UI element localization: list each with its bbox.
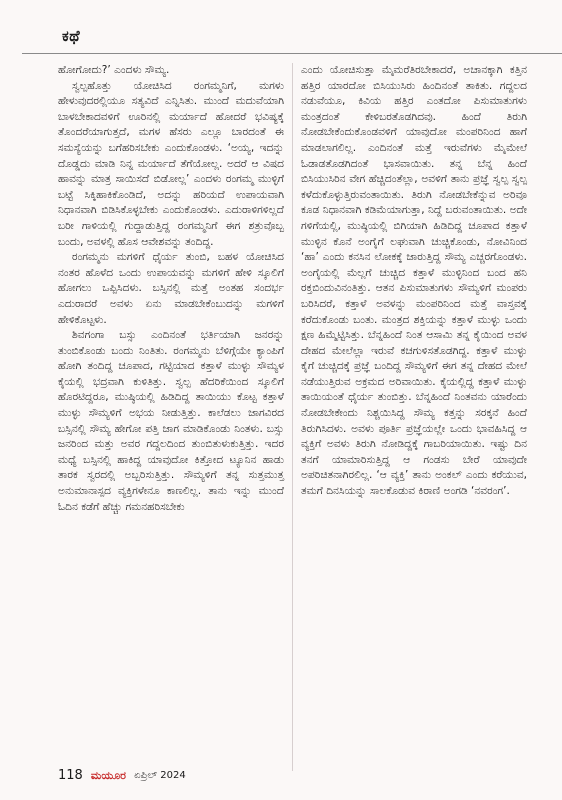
paragraph: ಶಿವಗಂಗಾ ಬಸ್ಸು ಎಂದಿನಂತೆ ಭರ್ತಿಯಾಗಿ ಜನರನ್ನು ತುಂಬಿಕೊಂಡು ಬಂದು ನಿಂತಿತು. ರಂಗಮ್ಮನು ಬೆಳಿಗ್ಗೆಯೇ ಕ್ಯಾಂಪಿಗೆ ಹೋಗಿ ತಂದಿದ್ದ ಚೂಪಾದ, ಗಟ್ಟಿಯಾದ ಕತ್ತಾಳೆ ಮುಳ್ಳು ಸೌಮ್ಯಳ ಕೈಯಲ್ಲಿ ಭದ್ರವಾಗಿ ಕುಳಿತಿತ್ತು. ಸ್ವಲ್ಪ ಹೆದರಿಕೆಯಿಂದ ಸ್ಕೂಲಿಗೆ ಹೊರಟಿದ್ದರೂ, ಮುಷ್ಠಿಯಲ್ಲಿ ಹಿಡಿದಿದ್ದ ತಾಯಿಯು ಕೊಟ್ಟ ಕತ್ತಾಳೆ ಮುಳ್ಳು ಸೌಮ್ಯಳಿಗೆ ಅಭಯ ನೀಡುತ್ತಿತ್ತು. ಕಾಲೆಡಲು ಜಾಗವಿರದ ಬಸ್ಸಿನಲ್ಲಿ ಸೌಮ್ಯ ಹೇಗೋ ಪತ್ತಿ ಜಾಗ ಮಾಡಿಕೊಂಡು ನಿಂತಳು. ಬಸ್ಸು ಜನರಿಂದ ಮತ್ತು ಅವರ ಗದ್ದಲದಿಂದ ತುಂಬಿತುಳುಕುತ್ತಿತ್ತು. ಇದರ ಮಧ್ಯೆ ಬಸ್ಸಿನಲ್ಲಿ ಹಾಕಿದ್ದ ಯಾವುದೋ ಕಿತ್ತೋದ ಟ್ಯೂನಿನ ಹಾಡು ತಾರಕ ಸ್ವರದಲ್ಲಿ ಅಬ್ಬರಿಸುತ್ತಿತ್ತು. ಸೌಮ್ಯಳಿಗೆ ತನ್ನ ಸುತ್ತಮುತ್ತ ಅನುಮಾನಾಸ್ಪದ ವ್ಯಕ್ತಿಗಳೇನೂ ಕಾಣಲಿಲ್ಲ. ತಾನು ಇನ್ನು ಮುಂದೆ ಓದಿನ ಕಡೆಗೆ ಹೆಚ್ಚು ಗಮನಹರಿಸಬೇಕು [58,329,284,513]
section-label: ಕಥೆ [62,27,81,45]
issue-date: ಏಪ್ರಿಲ್ 2024 [134,770,186,781]
paragraph: ಸ್ವಲ್ಪಹೊತ್ತು ಯೋಚಿಸಿದ ರಂಗಮ್ಮನಿಗೆ, ಮಗಳು ಹೇಳುವುದರಲ್ಲಿಯೂ ಸತ್ಯವಿದೆ ಎನ್ನಿಸಿತು. ಮುಂದೆ ಮದುವೆಯಾಗಿ ಬಾಳಬೇಕಾದವಳಿಗೆ ಊರಿನಲ್ಲಿ ಮರ್ಯಾದೆ ಹೋದರೆ ಭವಿಷ್ಯಕ್ಕೆ ತೊಂದರೆಯಾಗುತ್ತದೆ, ಮಗಳ ಹೆಸರು ಎಲ್ಲೂ ಬಾರದಂತೆ ಈ ಸಮಸ್ಯೆಯನ್ನು ಬಗೆಹರಿಸಬೇಕು ಎಂದುಕೊಂಡಳು. ‘ಅಯ್ಯ, ಇದನ್ನು ದೊಡ್ಡದು ಮಾಡಿ ನಿನ್ನ ಮರ್ಯಾದೆ ತೆಗೆಯೋಲ್ಲ. ಅದರೆ ಆ ವಿಷದ ಹಾವನ್ನು ಮಾತ್ರ ಸಾಯಿಸದೆ ಬಿಡೋಲ್ಲ’ ಎಂದಳು ರಂಗಮ್ಮ ಮುಳ್ಳಿಗೆ ಬಟ್ಟೆ ಸಿಕ್ಕಿಹಾಕಿಕೊಂಡಿದೆ, ಅದನ್ನು ಹರಿಯದೆ ಉಪಾಯವಾಗಿ ನಿಧಾನವಾಗಿ ಬಿಡಿಸಿಕೊಳ್ಳಬೇಕು ಎಂದುಕೊಂಡಳು. ಎದುರಾಳಿಗಳಿಲ್ಲದೆ ಬರೀ ಗಾಳಿಯಲ್ಲಿ ಗುದ್ದಾಡುತ್ತಿದ್ದ ರಂಗಮ್ಮನಿಗೆ ಈಗ ಶತ್ರುವೊಬ್ಬ ಬಂದು, ಅವಳಲ್ಲಿ ಹೊಸ ಆವೇಶವನ್ನು ತಂದಿದ್ದ. [58,79,284,248]
paragraph: ರಂಗಮ್ಮನು ಮಗಳಿಗೆ ಧೈರ್ಯ ತುಂಬಿ, ಬಹಳ ಯೋಚಿಸಿದ ನಂತರ ಹೊಳೆದ ಒಂದು ಉಪಾಯವನ್ನು ಮಗಳಿಗೆ ಹೇಳಿ ಸ್ಕೂಲಿಗೆ ಹೋಗಲು ಒಪ್ಪಿಸಿದಳು. ಬಸ್ಸಿನಲ್ಲಿ ಮತ್ತೆ ಅಂತಹ ಸಂದರ್ಭ ಎದುರಾದರೆ ಅವಳು ಏನು ಮಾಡಬೇಕೆಂಬುದನ್ನು ಮಗಳಿಗೆ ಹೇಳಿಕೊಟ್ಟಳು. [58,251,284,326]
page-number: 118 [58,768,83,783]
paragraph: ಹೋಗೋದು?’ ಎಂದಳು ಸೌಮ್ಯ. [58,64,170,76]
right-column [301,63,527,500]
column-divider [292,63,293,771]
page-footer [58,765,186,787]
header-rule [22,53,562,54]
page-header [22,22,540,52]
paragraph: ಎಂದು ಯೋಚಿಸುತ್ತಾ ಮೈಮರೆತಿರಬೇಕಾದರೆ, ಅಚಾನಕ್ಕಾಗಿ ಕತ್ತಿನ ಹತ್ತಿರ ಯಾರದೋ ಬಿಸಿಯುಸಿರು ಹಿಂದಿನಂತೆ ತಾಕಿತು. ಗದ್ದಲದ ನಡುವೆಯೂ, ಕಿವಿಯ ಹತ್ತಿರ ಎಂತದೋ ಪಿಸುಮಾತುಗಳು ಮಂತ್ರದಂತೆ ಕೇಳಿಬರತೊಡಗಿದವು. ಹಿಂದೆ ತಿರುಗಿ ನೋಡಬೇಕೆಂದುಕೊಂಡವಳಿಗೆ ಯಾವುದೋ ಮಂಪರಿನಿಂದ ಹಾಗೆ ಮಾಡಲಾಗಲಿಲ್ಲ. ಎಂದಿನಂತೆ ಮತ್ತೆ ಇರುವೆಗಳು ಮೈಮೇಲೆ ಓಡಾಡತೊಡಗಿದಂತೆ ಭಾಸವಾಯಿತು. ತನ್ನ ಬೆನ್ನ ಹಿಂದೆ ಬಿಸಿಯುಸಿರಿನ ವೇಗ ಹೆಚ್ಚಿದಂತೆಲ್ಲಾ, ಅವಳಿಗೆ ತಾನು ಪ್ರಜ್ಞೆ ಸ್ವಲ್ಪ ಸ್ವಲ್ಪ ಕಳೆದುಕೊಳ್ಳುತ್ತಿರುವಂತಾಯಿತು. ತಿರುಗಿ ನೋಡಬೇಕೆನ್ನುವ ಅರಿವೂ ಕೂಡ ನಿಧಾನವಾಗಿ ಕಡಿಮೆಯಾಗುತ್ತಾ, ನಿದ್ದೆ ಬರುವಂತಾಯಿತು. ಅದೇ ಗಳಿಗೆಯಲ್ಲಿ, ಮುಷ್ಠಿಯಲ್ಲಿ ಬಿಗಿಯಾಗಿ ಹಿಡಿದಿದ್ದ ಚೂಪಾದ ಕತ್ತಾಳೆ ಮುಳ್ಳಿನ ಕೊನೆ ಅಂಗೈಗೆ ಲಘುವಾಗಿ ಚುಚ್ಚಿಕೊಂಡು, ನೋವಿನಿಂದ ‘ಹಾ’ ಎಂದು ಕನಸಿನ ಲೋಕಕ್ಕೆ ಜಾರುತ್ತಿದ್ದ ಸೌಮ್ಯ ಎಚ್ಚರಗೊಂಡಳು. ಅಂಗೈಯಲ್ಲಿ ಮೆಲ್ಲಗೆ ಚುಚ್ಚಿದ ಕತ್ತಾಳೆ ಮುಳ್ಳಿನಿಂದ ಬಂದ ಹನಿ ರಕ್ತಬಿಂದುವಿನಂತಿತ್ತು. ಆತನ ಪಿಸುಮಾತುಗಳು ಸೌಮ್ಯಳಿಗೆ ಮಂಪರು ಬರಿಸಿದರೆ, ಕತ್ತಾಳೆ ಅವಳನ್ನು ಮಂಪರಿನಿಂದ ಮತ್ತೆ ವಾಸ್ತವಕ್ಕೆ ಕರೆದುಕೊಂಡು ಬಂತು. ಮಂತ್ರದ ಶಕ್ತಿಯನ್ನು ಕತ್ತಾಳೆ ಮುಳ್ಳು ಒಂದು ಕ್ಷಣ ಹಿಮ್ಮೆಟ್ಟಿಸಿತ್ತು. ಬೆನ್ನಹಿಂದೆ ನಿಂತ ಆಸಾಮಿ ತನ್ನ ಕೈಯಿಂದ ಅವಳ ದೇಹದ ಮೇಲೆಲ್ಲಾ ಇರುವೆ ಕಚಗುಳಿಸತೊಡಗಿದ್ದ. ಕತ್ತಾಳೆ ಮುಳ್ಳು ಕೈಗೆ ಚುಚ್ಚಿದಕ್ಕೆ ಪ್ರಜ್ಞೆ ಬಂದಿದ್ದ ಸೌಮ್ಯಳಿಗೆ ಈಗ ತನ್ನ ದೇಹದ ಮೇಲೆ ನಡೆಯುತ್ತಿರುವ ಅಕ್ರಮದ ಅರಿವಾಯಿತು. ಕೈಯಲ್ಲಿದ್ದ ಕತ್ತಾಳೆ ಮುಳ್ಳು ತಾಯಿಯಂತೆ ಧೈರ್ಯ ತುಂಬಿತ್ತು. ಬೆನ್ನಹಿಂದೆ ನಿಂತವನು ಯಾರೆಂದು ನೋಡಬೇಕೇಂದು ನಿಶ್ಚಯಿಸಿದ್ದ ಸೌಮ್ಯ ಕತ್ತನ್ನು ಸರಕ್ಕನೆ ಹಿಂದೆ ತಿರುಗಿಸಿದಳು. ಅವಳು ಪೂರ್ತಿ ಪ್ರಜ್ಞೆಯಲ್ಲೇ ಒಂದು ಭಾವಹಿಸಿದ್ದ ಆ ವ್ಯಕ್ತಿಗೆ ಅವಳು ತಿರುಗಿ ನೋಡಿದ್ದಕ್ಕೆ ಗಾಬರಿಯಾಯಿತು. ಇಷ್ಟು ದಿನ ತನಗೆ ಯಾಮಾರಿಸುತ್ತಿದ್ದ ಆ ಗಂಡಸು ಬೇರೆ ಯಾವುದೇ ಅಪರಿಚಿತನಾಗಿರಲಿಲ್ಲ. ‘ಆ ವ್ಯಕ್ತಿ’ ತಾನು ಅಂಕಲ್ ಎಂದು ಕರೆಯುವ, ತಮಗೆ ದಿನಸಿಯನ್ನು ಸಾಲಕೊಡುವ ಕಿರಾಣಿ ಅಂಗಡಿ ‘ನವರಂಗ’. [301,64,527,498]
magazine-logo: ಮಯೂರ [90,768,127,782]
left-column [58,63,284,515]
